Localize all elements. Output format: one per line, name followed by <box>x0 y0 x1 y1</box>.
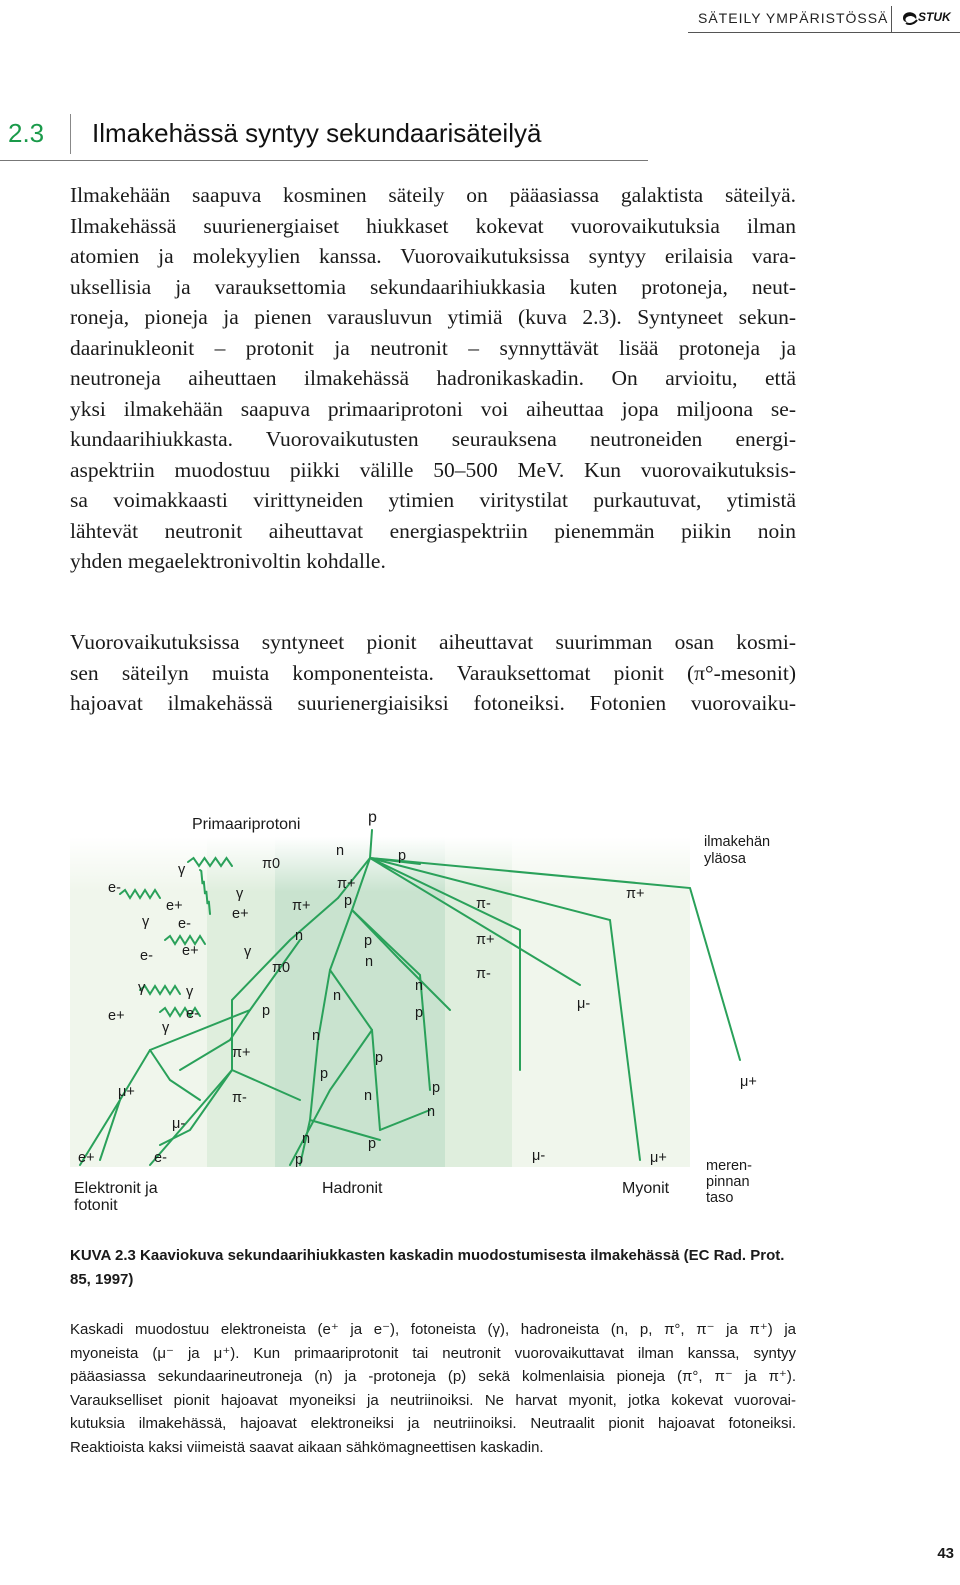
particle-label-pi-plus: π+ <box>232 1045 251 1061</box>
particle-label-e-minus: e- <box>154 1150 167 1166</box>
body-paragraph-2 <box>70 627 796 719</box>
stuk-logo-icon <box>901 9 919 27</box>
upper-atmosphere-label-2: yläosa <box>704 851 746 867</box>
page-number: 43 <box>937 1545 954 1562</box>
particle-label-neutron: n <box>302 1131 311 1147</box>
particle-label-gamma: γ <box>162 1020 170 1036</box>
text-line: Vuorovaikutuksissa syntyneet pionit aiheuttavat suurimman osan kosmi- <box>70 630 796 654</box>
particle-label-mu-minus: μ- <box>172 1116 186 1132</box>
particle-label-mu-plus: μ+ <box>118 1084 135 1100</box>
group-label-muons: Myonit <box>622 1180 670 1197</box>
text-line: sa voimakkaasti virittyneiden ytimien viritystilat purkautuvat, ytimistä <box>70 488 796 512</box>
particle-label-proton: p <box>415 1005 424 1021</box>
particle-label-e-plus: e+ <box>166 898 183 914</box>
particle-label-pi-plus: π+ <box>337 876 356 892</box>
group-label-electrons-1: Elektronit ja <box>74 1180 158 1197</box>
sea-level-label-1: meren- <box>706 1158 752 1174</box>
particle-label-pi-minus: π- <box>232 1090 247 1106</box>
particle-label-pi-plus: π+ <box>626 886 645 902</box>
running-header <box>688 6 960 33</box>
particle-label-gamma: γ <box>178 862 186 878</box>
sea-level-label-3: taso <box>706 1190 734 1206</box>
particle-label-e-minus: e- <box>108 880 121 896</box>
particle-label-gamma: γ <box>138 980 146 996</box>
stuk-logo-text: STUK <box>918 10 951 24</box>
particle-label-proton: p <box>432 1080 441 1096</box>
particle-label-neutron: n <box>295 928 304 944</box>
particle-label-mu-minus: μ- <box>532 1148 546 1164</box>
text-line: kundaarihiukkasta. Vuorovaikutusten seurauksena neutroneiden energi- <box>70 427 796 451</box>
text-line: daarinukleonit – protonit ja neutronit – synnyttävät lisää protoneja ja <box>70 335 796 360</box>
text-line: hajoavat ilmakehässä suurienergiaisiksi fotoneiksi. Fotonien vuorovaiku- <box>70 691 796 715</box>
particle-label-proton: p <box>364 933 373 949</box>
particle-label-e-minus: e- <box>178 916 191 932</box>
particle-label-pi-minus: π- <box>476 966 491 982</box>
particle-label-pi-minus: π- <box>476 896 491 912</box>
particle-label-gamma: γ <box>244 944 252 960</box>
text-line: atomien ja molekyylien kanssa. Vuorovaikutuksissa syntyy erilaisia vara- <box>70 244 796 268</box>
primary-proton-label: Primaariprotoni <box>192 816 301 833</box>
particle-label-neutron: n <box>415 978 424 994</box>
particle-label-neutron: n <box>365 954 374 970</box>
particle-label-gamma: γ <box>186 984 194 1000</box>
text-line: lähtevät neutronit aiheuttavat energiaspektriin pienemmän piikin noin <box>70 518 796 543</box>
group-label-hadrons: Hadronit <box>322 1180 383 1197</box>
particle-label-proton: p <box>295 1152 304 1168</box>
caption-line: Varaukselliset pionit hajoavat myoneiksi ja neutriinoiksi. Ne harvat myonit, jotka kokevat vuorovai- <box>70 1391 796 1409</box>
particle-label-neutron: n <box>364 1088 373 1104</box>
section-divider <box>70 114 71 154</box>
figure-caption-text <box>70 1318 796 1459</box>
caption-line: Kaskadi muodostuu elektroneista (e⁺ ja e⁻), fotoneista (γ), hadroneista (n, p, π°, π⁻ ja π⁺) ja <box>70 1321 796 1338</box>
particle-label-pi-plus: π+ <box>292 898 311 914</box>
particle-label-gamma: γ <box>236 886 244 902</box>
particle-label-pi-zero: π0 <box>272 960 291 976</box>
particle-label-proton: p <box>320 1066 329 1082</box>
particle-label-e-plus: e+ <box>108 1008 125 1024</box>
particle-label-neutron: n <box>336 843 345 859</box>
text-line: Ilmakehään saapuva kosminen säteily on pääasiassa galaktista säteilyä. <box>70 183 796 207</box>
particle-label-e-minus: e- <box>186 1006 199 1022</box>
upper-atmosphere-label-1: ilmakehän <box>704 834 771 850</box>
text-line: neutroneja aiheuttaen ilmakehässä hadronikaskadin. On arvioitu, että <box>70 366 796 390</box>
particle-label-proton: p <box>398 848 407 864</box>
figure-caption-title: KUVA 2.3 Kaaviokuva sekundaarihiukkasten kaskadin muodostumisesta ilmakehässä (EC Rad. Prot. 85, 1997) <box>70 1247 785 1288</box>
particle-label-e-plus: e+ <box>78 1150 95 1166</box>
particle-label-gamma: γ <box>142 914 150 930</box>
particle-label-neutron: n <box>427 1104 436 1120</box>
particle-label-pi-plus: π+ <box>476 932 495 948</box>
text-line: aspektriin muodostuu piikki välille 50–500 MeV. Kun vuorovaikutuksis- <box>70 457 796 482</box>
particle-label-proton: p <box>368 1136 377 1152</box>
caption-line: kutuksia ilmakehässä, hajoavat elektroneiksi ja neutriinoiksi. Neutraalit pionit hajoavat fotoneiksi. <box>70 1415 796 1432</box>
header-divider <box>891 6 892 32</box>
body-paragraph-1 <box>70 180 796 577</box>
particle-label-mu-minus: μ- <box>577 996 591 1012</box>
section-title: Ilmakehässä syntyy sekundaarisäteilyä <box>92 118 542 148</box>
caption-line: myoneista (μ⁻ ja μ⁺). Kun primaariprotonit tai neutronit vuorovaikuttavat ilman kanssa, syntyy <box>70 1344 796 1362</box>
particle-label-e-plus: e+ <box>182 943 199 959</box>
particle-label-proton: p <box>344 893 353 909</box>
text-line: roneja, pioneja ja pienen varausluvun ytimiä (kuva 2.3). Syntyneet sekun- <box>70 305 796 329</box>
particle-label-proton: p <box>262 1003 271 1019</box>
text-line: sen säteilyn muista komponenteista. Varauksettomat pionit (π°-mesonit) <box>70 660 796 685</box>
particle-label-mu-plus: μ+ <box>740 1074 757 1090</box>
caption-line: Reaktioista kaksi viimeistä saavat aikaan sähkömagneettisen kaskadin. <box>70 1438 544 1456</box>
group-label-electrons-2: fotonit <box>74 1197 118 1214</box>
text-line: uksellisia ja varauksettomia sekundaarihiukkasia kuten protoneja, neut- <box>70 274 796 299</box>
section-heading <box>0 112 648 161</box>
particle-label-neutron: n <box>312 1028 321 1044</box>
particle-label-e-minus: e- <box>140 948 153 964</box>
particle-label-proton: p <box>375 1050 384 1066</box>
text-line: yhden megaelektronivoltin kohdalle. <box>70 549 386 573</box>
particle-label-e-plus: e+ <box>232 906 249 922</box>
top-proton-label: p <box>368 809 377 826</box>
cascade-diagram <box>0 800 960 1230</box>
text-line: Ilmakehässä suurienergiaiset hiukkaset kokevat vuorovaikutuksia ilman <box>70 213 796 238</box>
section-number: 2.3 <box>8 118 45 148</box>
particle-label-neutron: n <box>333 988 342 1004</box>
sea-level-label-2: pinnan <box>706 1174 750 1190</box>
particle-label-pi-zero: π0 <box>262 856 281 872</box>
stuk-logo <box>901 9 957 29</box>
running-header-title: SÄTEILY YMPÄRISTÖSSÄ <box>698 10 889 26</box>
caption-line: pääasiassa sekundaarineutroneja (n) ja -protoneja (p) sekä kolmenlaisia pioneja (π°, π⁻ ja π⁺). <box>70 1368 796 1385</box>
particle-label-mu-plus: μ+ <box>650 1150 667 1166</box>
cascade-figure <box>0 800 960 1230</box>
text-line: yksi ilmakehään saapuva primaariprotoni voi aiheuttaa jopa miljoona se- <box>70 396 796 421</box>
